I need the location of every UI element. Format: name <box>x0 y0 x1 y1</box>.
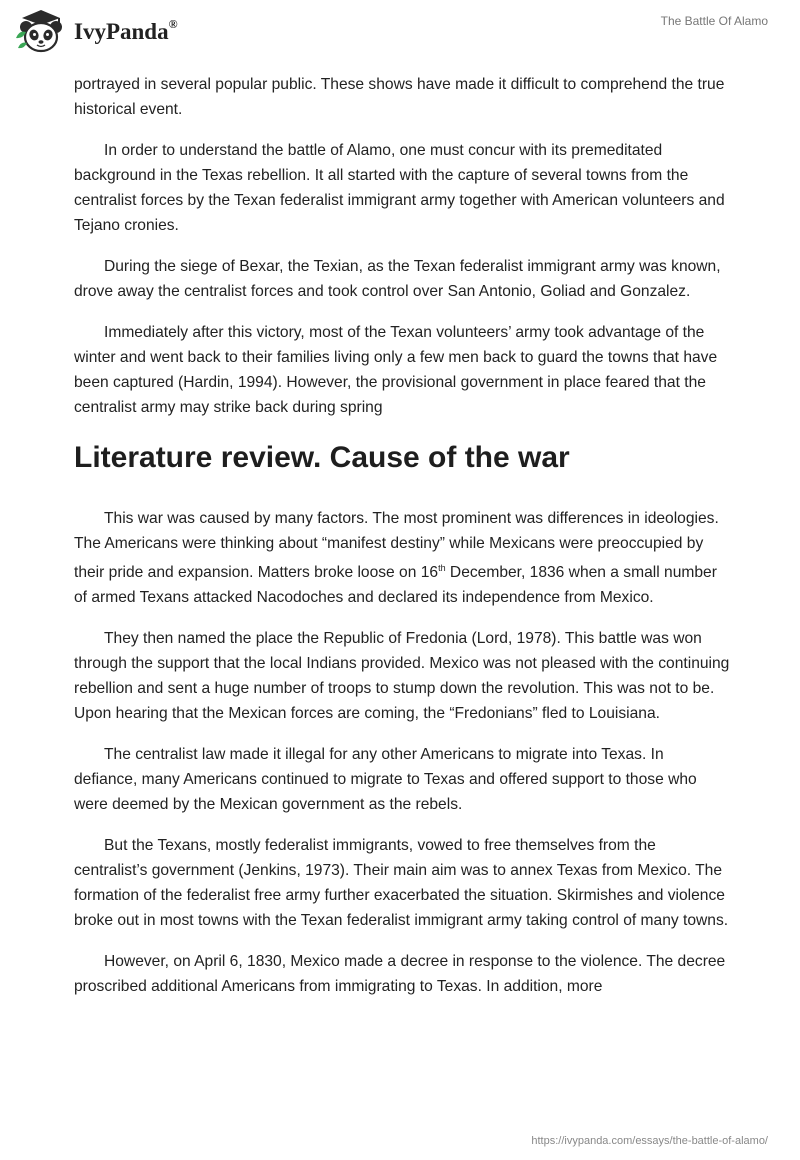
essay-body <box>74 72 730 1015</box>
paragraph: Immediately after this victory, most of the Texan volunteers’ army took advantage of the winter and went back to their families living only a few men back to guard the towns that have been captured (Hardin, 1994). However, the provisional government in place feared that the centralist army may strike back during spring <box>74 324 718 416</box>
panda-graduate-icon <box>14 8 66 54</box>
footer-url[interactable]: https://ivypanda.com/essays/the-battle-of-alamo/ <box>531 1135 768 1147</box>
paragraph: However, on April 6, 1830, Mexico made a decree in response to the violence. The decree proscribed additional Americans from immigrating to Texas. In addition, more <box>74 953 726 996</box>
paragraph: The centralist law made it illegal for any other Americans to migrate into Texas. In defiance, many Americans continued to migrate to Texas and offered support to those who were deemed by the Mexican government as the rebels. <box>74 746 697 814</box>
paragraph: But the Texans, mostly federalist immigrants, vowed to free themselves from the centralist’s government (Jenkins, 1973). Their main aim was to annex Texas from Mexico. The formation of the federalist free army further exacerbated the situation. Skirmishes and violence broke out in most towns with the Texan federalist immigrant army taking control of many towns. <box>74 837 729 930</box>
section-heading: Literature review. Cause of the war <box>74 441 570 474</box>
paragraph: In order to understand the battle of Alamo, one must concur with its premeditated background in the Texas rebellion. It all started with the capture of several towns from the centralist forces by the Texan federalist immigrant army together with American volunteers and Tejano cronies. <box>74 142 725 234</box>
ivypanda-logo[interactable] <box>14 8 178 54</box>
document-title: The Battle Of Alamo <box>660 14 768 28</box>
brand-name: IvyPanda® <box>74 17 178 44</box>
paragraph: This war was caused by many factors. The most prominent was differences in ideologies. The Americans were thinking about “manifest destiny” while Mexicans were preoccupied by their pride and expansion. Matters broke loose on 16th December, 1836 when a small number of armed Texans attacked Nacodoches and declared its independence from Mexico. <box>74 510 719 607</box>
paragraph: portrayed in several popular public. These shows have made it difficult to comprehend the true historical event. <box>74 76 725 118</box>
paragraph: They then named the place the Republic of Fredonia (Lord, 1978). This battle was won through the support that the local Indians provided. Mexico was not pleased with the continuing rebellion and sent a huge number of troops to stump down the revolution. This was not to be. Upon hearing that the Mexican forces are coming, the “Fredonians” fled to Louisiana. <box>74 630 730 723</box>
page-header <box>0 0 800 60</box>
paragraph: During the siege of Bexar, the Texian, as the Texan federalist immigrant army was known, drove away the centralist forces and took control over San Antonio, Goliad and Gonzalez. <box>74 258 721 300</box>
